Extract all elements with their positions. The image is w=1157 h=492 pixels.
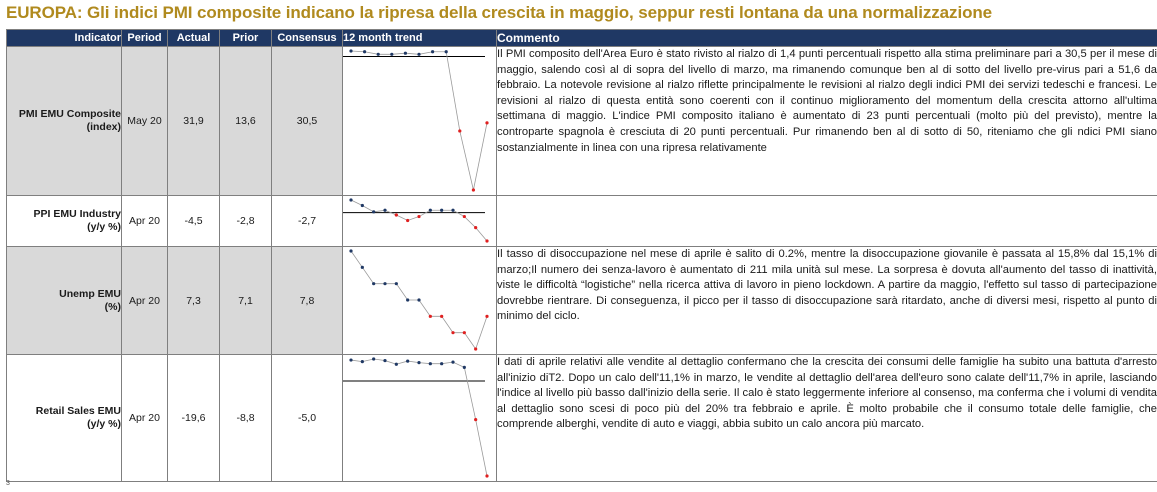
trend-point xyxy=(440,362,443,365)
prior-cell: -2,8 xyxy=(220,196,272,247)
trend-point xyxy=(372,282,375,285)
trend-point xyxy=(451,331,454,334)
trend-point xyxy=(440,209,443,212)
prior-cell: 13,6 xyxy=(220,47,272,196)
trend-point xyxy=(485,474,488,477)
comment-cell: I dati di aprile relativi alle vendite al dettaglio confermano che la crescita dei consumi delle famiglie ha subito una battuta d'arresto all'inizio diT2. Dopo un calo dell'11,1% in marzo, le vendite al dettaglio dell'area dell'euro sono calate dell'11,7% in aprile, lasciando l'indice al livello più basso dall'inizio della serie. Il calo è stato leggermente inferiore al consenso, ma conferma che i volumi di vendita al dettaglio sono scesi di poco più del 20% tra febbraio e aprile. È molto probabile che il consumo totale delle famiglie, che comprende alberghi, vendite di auto e viaggi, abbia subito un calo ancora più marcato. xyxy=(497,355,1157,482)
comment-cell xyxy=(497,196,1157,247)
trend-line xyxy=(351,51,487,190)
page-title: EUROPA: Gli indici PMI composite indicano la ripresa della crescita in maggio, seppur resti lontana da una normalizzazione xyxy=(6,3,992,22)
footnote: 3 xyxy=(6,480,10,487)
actual-cell: -4,5 xyxy=(168,196,220,247)
trend-point xyxy=(404,52,407,55)
trend-point xyxy=(472,188,475,191)
trend-point xyxy=(429,362,432,365)
indicator-cell xyxy=(7,47,122,196)
table-row xyxy=(7,355,1157,482)
trend-point xyxy=(395,363,398,366)
consensus-cell: 7,8 xyxy=(272,247,343,355)
trend-point xyxy=(406,359,409,362)
trend-point xyxy=(474,418,477,421)
trend-point xyxy=(395,213,398,216)
table-row xyxy=(7,47,1157,196)
indicator-unit: (index) xyxy=(86,121,121,133)
comment-cell: Il tasso di disoccupazione nel mese di aprile è salito di 0.2%, mentre la disoccupazione giovanile è passata al 15,8% dal 15,1% di marzo;Il numero dei senza-lavoro è aumentato di 211 mila unità sul mese. La sorpresa è dovuta all'aumento del tasso di inattività, viste le difficoltà “logistiche” nella ricerca attiva di lavoro in pieno lockdown. A partire da maggio, l'effetto sul tasso di partecipazione dovrebbe rientrare. Di conseguenza, il picco per il tasso di disoccupazione sarà ritardato, anche di diversi mesi, rispetto al punto di minimo del ciclo. xyxy=(497,247,1157,355)
header-trend: 12 month trend xyxy=(343,30,497,47)
indicator-name: PPI EMU Industry xyxy=(33,208,121,220)
header-actual: Actual xyxy=(168,30,220,47)
actual-cell: 7,3 xyxy=(168,247,220,355)
trend-point xyxy=(372,210,375,213)
trend-point xyxy=(463,331,466,334)
trend-line xyxy=(351,359,487,476)
indicator-name: Retail Sales EMU xyxy=(35,405,121,417)
prior-cell: 7,1 xyxy=(220,247,272,355)
period-cell: Apr 20 xyxy=(122,247,168,355)
trend-point xyxy=(383,359,386,362)
trend-point xyxy=(463,215,466,218)
indicator-unit: (%) xyxy=(104,300,121,313)
consensus-cell: -5,0 xyxy=(272,355,343,482)
trend-point xyxy=(440,315,443,318)
trend-point xyxy=(474,226,477,229)
header-consensus: Consensus xyxy=(272,30,343,47)
trend-point xyxy=(417,53,420,56)
sparkline-chart xyxy=(343,247,497,353)
trend-cell xyxy=(343,47,497,196)
trend-point xyxy=(463,366,466,369)
header-period: Period xyxy=(122,30,168,47)
trend-point xyxy=(361,360,364,363)
trend-point xyxy=(377,53,380,56)
header-prior: Prior xyxy=(220,30,272,47)
trend-cell xyxy=(343,196,497,247)
indicator-cell xyxy=(7,196,122,247)
trend-point xyxy=(458,129,461,132)
trend-point xyxy=(417,361,420,364)
trend-point xyxy=(361,204,364,207)
table-row xyxy=(7,247,1157,355)
pmi-table xyxy=(6,29,1157,482)
indicator-name: Unemp EMU xyxy=(59,287,121,300)
header-indicator: Indicator xyxy=(7,30,122,47)
trend-point xyxy=(445,50,448,53)
trend-point xyxy=(361,266,364,269)
trend-point xyxy=(417,215,420,218)
sparkline-chart xyxy=(343,47,497,194)
trend-point xyxy=(395,282,398,285)
trend-point xyxy=(451,361,454,364)
trend-point xyxy=(485,315,488,318)
trend-point xyxy=(363,50,366,53)
indicator-unit: (y/y %) xyxy=(87,418,121,430)
trend-point xyxy=(383,209,386,212)
trend-point xyxy=(429,315,432,318)
indicator-cell xyxy=(7,355,122,482)
trend-point xyxy=(485,239,488,242)
indicator-cell xyxy=(7,247,122,355)
trend-point xyxy=(485,121,488,124)
sparkline-chart xyxy=(343,196,497,245)
actual-cell: -19,6 xyxy=(168,355,220,482)
trend-point xyxy=(406,298,409,301)
trend-point xyxy=(349,358,352,361)
period-cell: Apr 20 xyxy=(122,355,168,482)
trend-point xyxy=(383,282,386,285)
period-cell: Apr 20 xyxy=(122,196,168,247)
table-header-row xyxy=(7,30,1157,47)
trend-point xyxy=(406,219,409,222)
header-comment: Commento xyxy=(497,30,1157,47)
trend-point xyxy=(349,198,352,201)
trend-point xyxy=(349,49,352,52)
trend-point xyxy=(349,249,352,252)
indicator-unit: (y/y %) xyxy=(87,221,121,233)
actual-cell: 31,9 xyxy=(168,47,220,196)
period-cell: May 20 xyxy=(122,47,168,196)
comment-cell: Il PMI composito dell'Area Euro è stato rivisto al rialzo di 1,4 punti percentuali rispetto alla stima preliminare pari a 30,5 per il mese di maggio, salendo così al di sopra del livello di marzo, ma rimanendo comunque ben al di sotto del livello pre-virus pari a 51,6 da febbraio. La notevole revisione al rialzo riflette principalmente le revisioni al rialzo degli indici PMI dei servizi tedeschi e francesi. Le revisioni al rialzo di questa entità sono coerenti con il continuo miglioramento del momentum della crescita attorno all'ultima settimana di maggio. L'indice PMI composito italiano è aumentato di 23 punti percentuali (molto più del previsto), mentre la controparte spagnola è cresciuta di 20 punti percentuali. Pur rimanendo ben al di sotto di 50, riteniamo che gli ndici PMI siano sostanzialmente in linea con una ripresa relativamente xyxy=(497,47,1157,196)
trend-line xyxy=(351,200,487,241)
trend-point xyxy=(451,209,454,212)
trend-cell xyxy=(343,355,497,482)
trend-point xyxy=(372,357,375,360)
sparkline-chart xyxy=(343,355,497,480)
trend-cell xyxy=(343,247,497,355)
trend-point xyxy=(474,347,477,350)
trend-point xyxy=(417,298,420,301)
prior-cell: -8,8 xyxy=(220,355,272,482)
consensus-cell: 30,5 xyxy=(272,47,343,196)
table-row xyxy=(7,196,1157,247)
consensus-cell: -2,7 xyxy=(272,196,343,247)
indicator-name: PMI EMU Composite xyxy=(18,108,121,120)
trend-point xyxy=(390,53,393,56)
trend-point xyxy=(429,209,432,212)
trend-point xyxy=(431,50,434,53)
